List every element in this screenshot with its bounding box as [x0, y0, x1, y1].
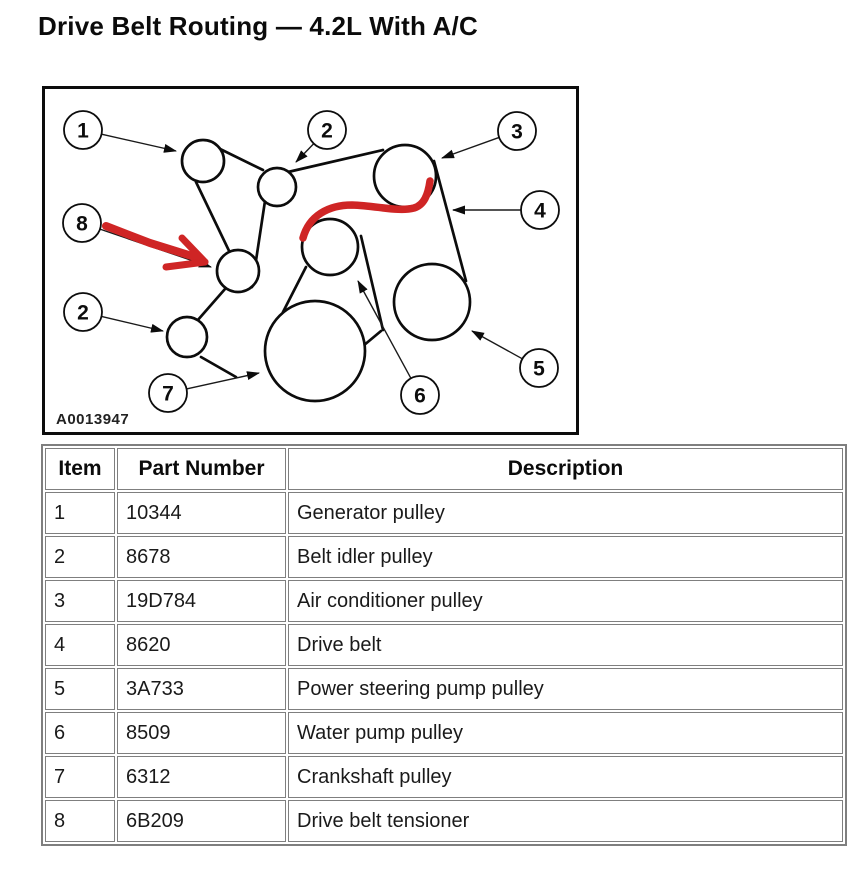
table-row: [45, 668, 843, 710]
callout-number-2: 2: [321, 119, 333, 143]
parts-table: [41, 444, 847, 846]
column-header-description: Description: [288, 448, 843, 490]
part-number-cell: 10344: [117, 492, 286, 534]
callout-number-1: 1: [77, 119, 89, 143]
table-row: [45, 712, 843, 754]
part-number-cell: 8678: [117, 536, 286, 578]
callout-leader-2: [101, 316, 163, 331]
generator-pulley: [182, 140, 224, 182]
figure-id-label: A0013947: [56, 411, 130, 428]
idler-pulley-top: [258, 168, 296, 206]
callout-number-3: 3: [511, 120, 523, 144]
description-cell: Power steering pump pulley: [288, 668, 843, 710]
part-number-cell: 19D784: [117, 580, 286, 622]
callout-number-7: 7: [162, 382, 174, 406]
callout-leader-7: [187, 373, 259, 389]
description-cell: Generator pulley: [288, 492, 843, 534]
crankshaft-pulley: [265, 301, 365, 401]
idler-pulley-lower: [167, 317, 207, 357]
table-row: [45, 492, 843, 534]
description-cell: Water pump pulley: [288, 712, 843, 754]
belt-segment: [196, 182, 231, 255]
belt-routing-diagram: [45, 89, 576, 432]
power-steering-pulley: [394, 264, 470, 340]
part-number-cell: 8509: [117, 712, 286, 754]
callout-leader-2: [296, 144, 314, 162]
description-cell: Belt idler pulley: [288, 536, 843, 578]
tensioner-pulley: [217, 250, 259, 292]
callout-leader-3: [442, 137, 499, 158]
belt-segment: [434, 161, 466, 281]
item-cell: 7: [45, 756, 115, 798]
belt-segment: [288, 150, 383, 172]
callout-leader-5: [472, 331, 522, 359]
belt-segment: [201, 357, 236, 377]
column-header-item: Item: [45, 448, 115, 490]
callout-number-2: 2: [77, 301, 89, 325]
callout-number-8: 8: [76, 212, 88, 236]
description-cell: Crankshaft pulley: [288, 756, 843, 798]
page-title: Drive Belt Routing — 4.2L With A/C: [38, 11, 478, 41]
item-cell: 8: [45, 800, 115, 842]
item-cell: 6: [45, 712, 115, 754]
table-row: [45, 580, 843, 622]
table-row: [45, 536, 843, 578]
callout-number-6: 6: [414, 384, 426, 408]
item-cell: 3: [45, 580, 115, 622]
part-number-cell: 8620: [117, 624, 286, 666]
belt-routing-diagram-frame: [42, 86, 579, 435]
column-header-part-number: Part Number: [117, 448, 286, 490]
part-number-cell: 6312: [117, 756, 286, 798]
item-cell: 5: [45, 668, 115, 710]
callout-leader-1: [102, 134, 176, 151]
part-number-cell: 3A733: [117, 668, 286, 710]
callout-number-5: 5: [533, 357, 545, 381]
table-row: [45, 624, 843, 666]
callout-number-4: 4: [534, 199, 546, 223]
table-row: [45, 800, 843, 842]
belt-segment: [197, 289, 225, 321]
description-cell: Drive belt tensioner: [288, 800, 843, 842]
item-cell: 4: [45, 624, 115, 666]
belt-segment: [361, 236, 383, 330]
description-cell: Air conditioner pulley: [288, 580, 843, 622]
part-number-cell: 6B209: [117, 800, 286, 842]
red-arrow-barb: [166, 262, 205, 267]
description-cell: Drive belt: [288, 624, 843, 666]
item-cell: 1: [45, 492, 115, 534]
table-header-row: [45, 448, 843, 490]
table-row: [45, 756, 843, 798]
item-cell: 2: [45, 536, 115, 578]
